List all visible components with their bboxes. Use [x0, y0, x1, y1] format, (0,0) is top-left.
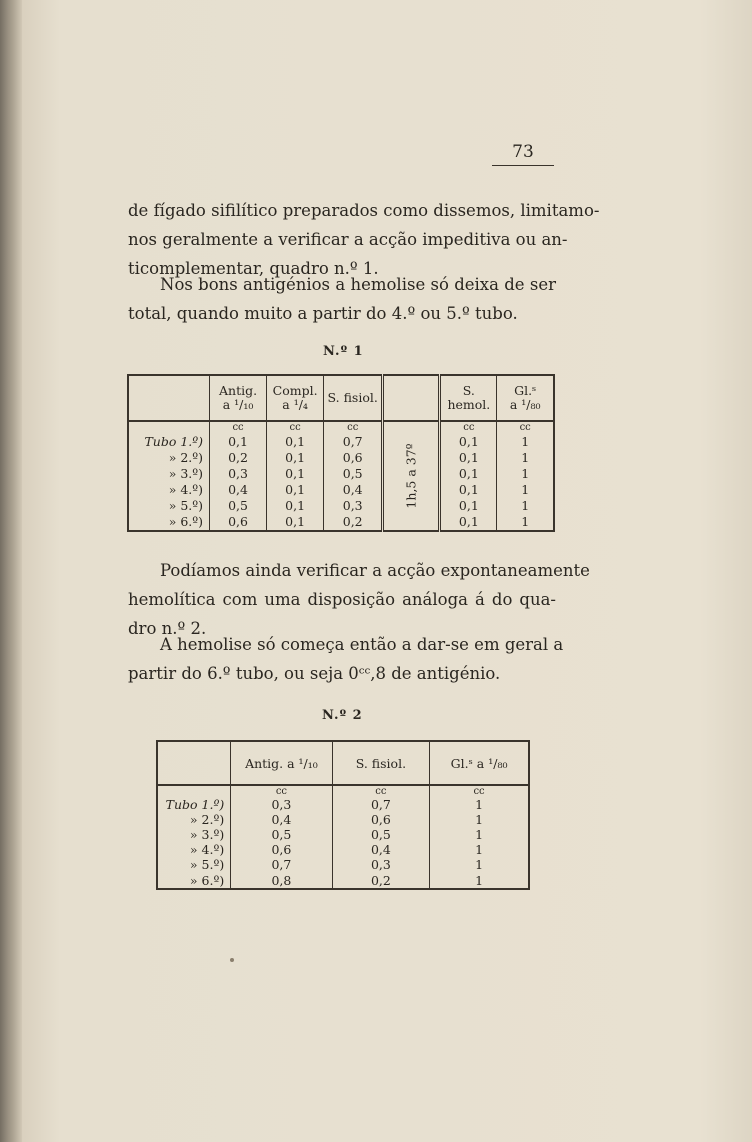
cell: 0,1 [440, 513, 497, 531]
table-row [157, 857, 529, 872]
table-1-title: N.º 1 [323, 344, 364, 359]
cell: 0,1 [440, 449, 497, 465]
cell: 0,6 [332, 812, 429, 827]
text-line: total, quando muito a partir do 4.º ou 5.º tubo. [128, 304, 518, 323]
cell: 1 [430, 857, 529, 872]
table-row [157, 827, 529, 842]
text-line: partir do 6.º tubo, ou seja 0ᶜᶜ,8 de antigénio. [128, 664, 501, 683]
cell: 0,7 [332, 797, 429, 812]
cell: 0,3 [332, 857, 429, 872]
header-hemol: S. hemol. [447, 383, 491, 412]
ink-speck [230, 958, 234, 962]
row-label: » 4.º) [128, 481, 210, 497]
cell: 0,4 [332, 842, 429, 857]
table-row [128, 481, 554, 497]
cell: 0,1 [440, 497, 497, 513]
unit-cell: cc [231, 785, 332, 797]
unit-row [128, 421, 554, 433]
unit-cell: cc [267, 421, 324, 433]
header-cell [440, 375, 497, 421]
cell: 0,2 [332, 872, 429, 889]
cell: 0,1 [267, 497, 324, 513]
cell: 0,2 [210, 449, 267, 465]
header-gl: Gl.ˢ a ¹/₈₀ [509, 383, 541, 412]
row-label: » 4.º) [157, 842, 231, 857]
cell: 0,5 [210, 497, 267, 513]
table-row [128, 449, 554, 465]
table-row [128, 513, 554, 531]
book-spine-shadow [0, 0, 22, 1142]
unit-row [157, 785, 529, 797]
text-line: A hemolise só começa então a dar-se em geral a [160, 635, 564, 654]
cell: 0,7 [231, 857, 332, 872]
cell: 0,6 [324, 449, 383, 465]
text-line: de fígado sifilítico preparados como dissemos, limitamo- [128, 201, 600, 220]
row-label: » 6.º) [128, 513, 210, 531]
cell: 0,1 [440, 481, 497, 497]
row-label: » 2.º) [157, 812, 231, 827]
cell: 1 [497, 465, 554, 481]
cell: 0,2 [324, 513, 383, 531]
header-cell [267, 375, 324, 421]
unit-cell: cc [324, 421, 383, 433]
unit-cell: cc [497, 421, 554, 433]
cell: 0,3 [231, 797, 332, 812]
cell: 0,3 [210, 465, 267, 481]
cell: 1 [430, 797, 529, 812]
text-line: hemolítica com uma disposição análoga á do qua- [128, 590, 556, 609]
header-cell: S. fisiol. [332, 741, 429, 785]
cell: 0,3 [324, 497, 383, 513]
row-label: » 6.º) [157, 872, 231, 889]
cell: 1 [497, 433, 554, 449]
unit-cell [128, 421, 210, 433]
cell: 1 [497, 481, 554, 497]
cell: 0,1 [440, 465, 497, 481]
unit-cell: cc [332, 785, 429, 797]
header-cell [210, 375, 267, 421]
text-line: nos geralmente a verificar a acção impeditiva ou an- [128, 230, 568, 249]
cell: 0,5 [231, 827, 332, 842]
unit-cell [157, 785, 231, 797]
row-label: » 2.º) [128, 449, 210, 465]
header-cell [128, 375, 210, 421]
row-label: » 5.º) [128, 497, 210, 513]
cell: 0,6 [210, 513, 267, 531]
cell: 0,1 [267, 465, 324, 481]
incubation-cell [383, 421, 440, 531]
incubation-label: 1h,5 a 37º [403, 443, 419, 509]
table-row [157, 872, 529, 889]
table-2 [156, 740, 530, 890]
header-cell [383, 375, 440, 421]
unit-cell: cc [430, 785, 529, 797]
header-cell: Gl.ˢ a ¹/₈₀ [430, 741, 529, 785]
table-2-title: N.º 2 [322, 708, 363, 723]
header-cell [157, 741, 231, 785]
text-line: dro n.º 2. [128, 619, 207, 638]
page-number: 73 [492, 142, 554, 166]
cell: 0,1 [267, 449, 324, 465]
row-label: » 5.º) [157, 857, 231, 872]
text-line: Podíamos ainda verificar a acção expontaneamente [160, 561, 590, 580]
cell: 1 [497, 513, 554, 531]
cell: 1 [430, 872, 529, 889]
cell: 0,1 [267, 513, 324, 531]
text-line: Nos bons antigénios a hemolise só deixa de ser [160, 275, 556, 294]
header-cell: S. fisiol. [324, 375, 383, 421]
cell: 0,1 [440, 433, 497, 449]
cell: 0,1 [210, 433, 267, 449]
table-row [157, 797, 529, 812]
row-label: » 3.º) [128, 465, 210, 481]
cell: 1 [430, 842, 529, 857]
cell: 0,5 [332, 827, 429, 842]
table-header-row [157, 741, 529, 785]
table-row [128, 433, 554, 449]
cell: 0,7 [324, 433, 383, 449]
table-1 [127, 374, 555, 532]
table-row [157, 842, 529, 857]
header-cell [497, 375, 554, 421]
row-label: Tubo 1.º) [128, 433, 210, 449]
paragraph-2 [128, 270, 556, 328]
text-line: ticomplementar, quadro n.º 1. [128, 259, 379, 278]
unit-cell: cc [440, 421, 497, 433]
table-row [128, 465, 554, 481]
cell: 0,5 [324, 465, 383, 481]
cell: 0,1 [267, 433, 324, 449]
cell: 1 [430, 827, 529, 842]
table-row [157, 812, 529, 827]
unit-cell: cc [210, 421, 267, 433]
cell: 0,8 [231, 872, 332, 889]
cell: 0,4 [324, 481, 383, 497]
row-label: » 3.º) [157, 827, 231, 842]
header-compl: Compl. a ¹/₄ [272, 383, 318, 412]
table-header-row [128, 375, 554, 421]
cell: 0,4 [231, 812, 332, 827]
cell: 1 [497, 449, 554, 465]
paragraph-4 [128, 630, 564, 688]
cell: 0,1 [267, 481, 324, 497]
header-cell: Antig. a ¹/₁₀ [231, 741, 332, 785]
cell: 0,4 [210, 481, 267, 497]
cell: 0,6 [231, 842, 332, 857]
cell: 1 [430, 812, 529, 827]
header-antig: Antig. a ¹/₁₀ [219, 383, 258, 412]
row-label: Tubo 1.º) [157, 797, 231, 812]
table-row [128, 497, 554, 513]
cell: 1 [497, 497, 554, 513]
